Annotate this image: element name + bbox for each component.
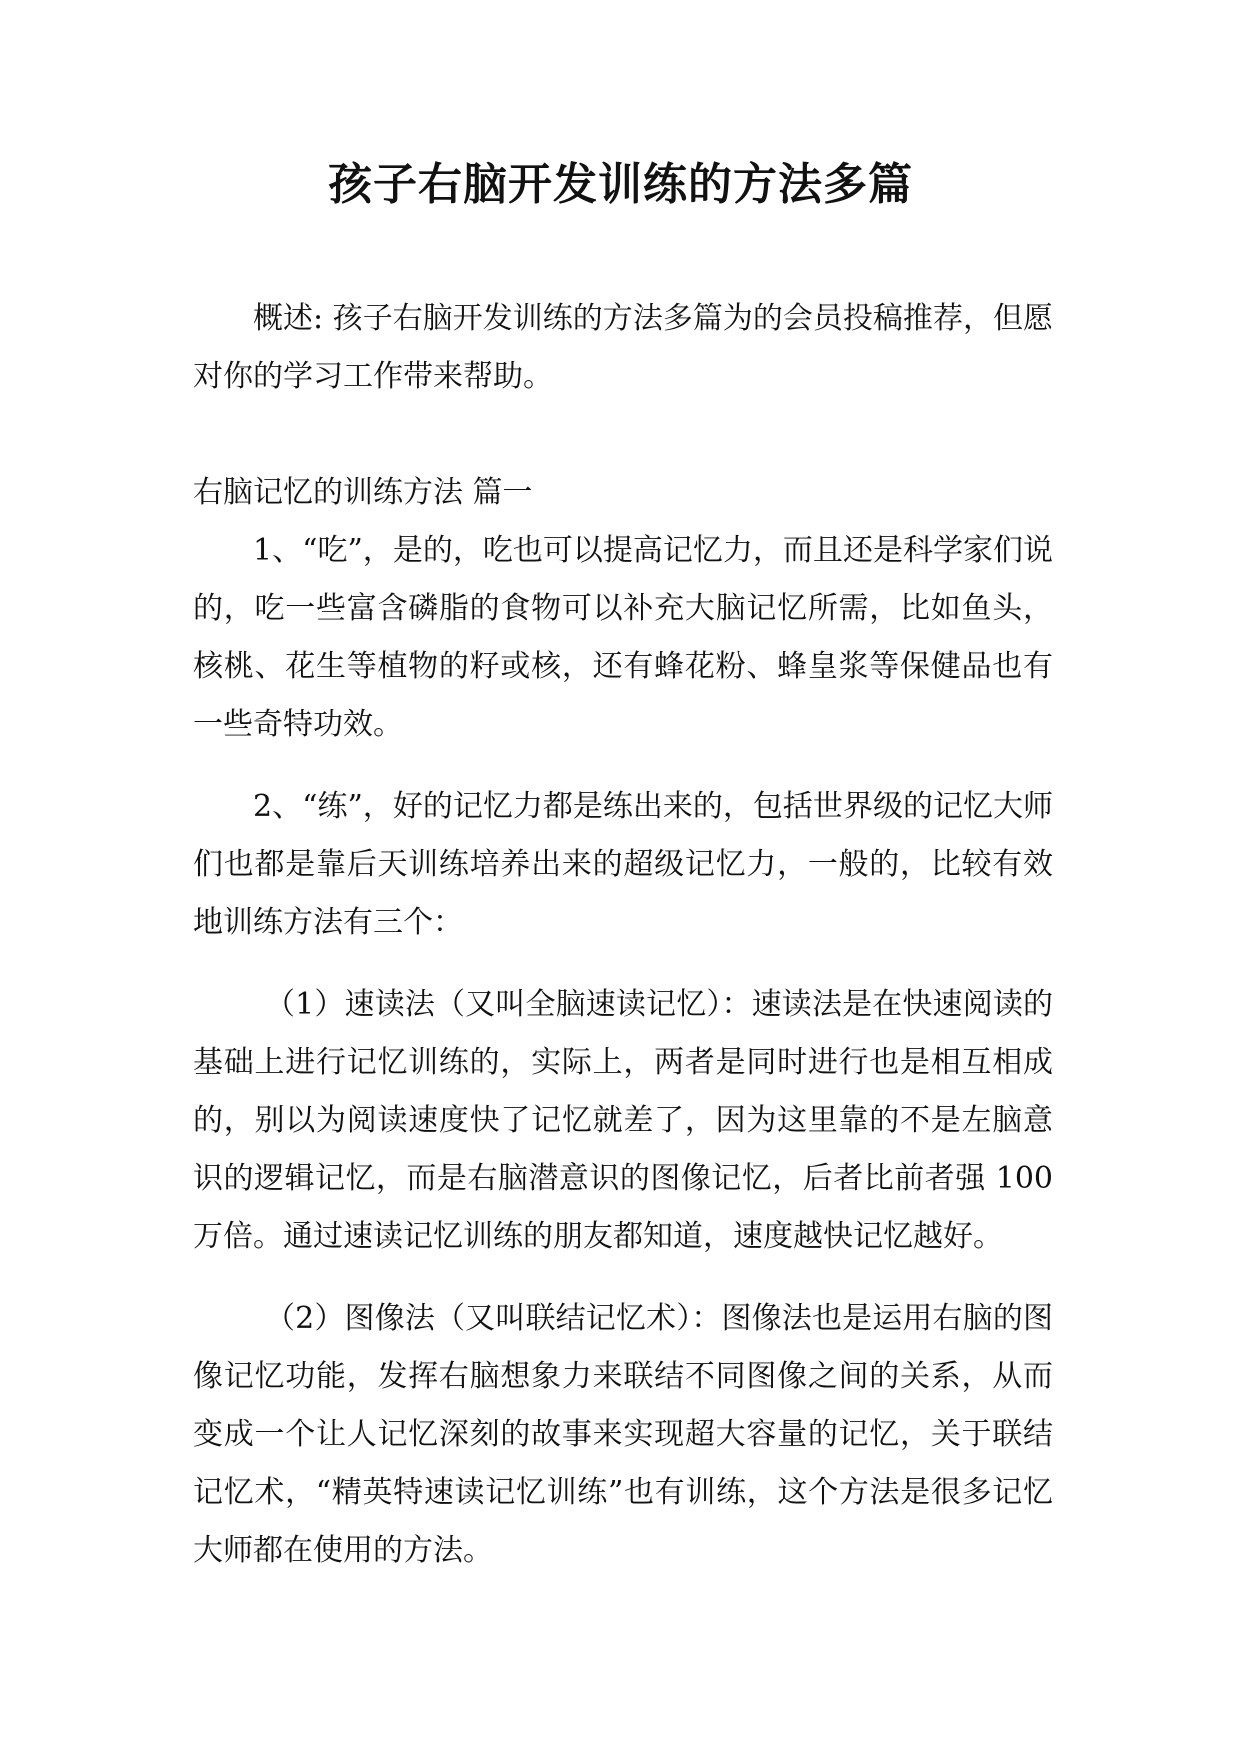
body-paragraph-1: 1、“吃”，是的，吃也可以提高记忆力，而且还是科学家们说的，吃一些富含磷脂的食物可以补充大脑记忆所需，比如鱼头，核桃、花生等植物的籽或核，还有蜂花粉、蜂皇浆等保健品也有一些奇特功效。 <box>193 533 1053 742</box>
body-paragraph-2: 2、“练”，好的记忆力都是练出来的，包括世界级的记忆大师们也都是靠后天训练培养出来的超级记忆力，一般的，比较有效地训练方法有三个： <box>193 789 1053 940</box>
document-title: 孩子右脑开发训练的方法多篇 <box>328 159 913 210</box>
body-paragraph-3: （1）速读法（又叫全脑速读记忆）：速读法是在快速阅读的基础上进行记忆训练的，实际上，两者是同时进行也是相互相成的，别以为阅读速度快了记忆就差了，因为这里靠的不是左脑意识的逻辑记忆，而是右脑潜意识的图像记忆，后者比前者强 100 万倍。通过速读记忆训练的朋友都知道，速度越快记忆越好。 <box>193 987 1053 1254</box>
document-body <box>193 290 1053 1580</box>
body-paragraph-4: （2）图像法（又叫联结记忆术）：图像法也是运用右脑的图像记忆功能，发挥右脑想象力来联结不同图像之间的关系，从而变成一个让人记忆深刻的故事来实现超大容量的记忆，关于联结记忆术，“精英特速读记忆训练”也有训练，这个方法是很多记忆大师都在使用的方法。 <box>193 1301 1053 1568</box>
summary-paragraph: 概述: 孩子右脑开发训练的方法多篇为的会员投稿推荐，但愿对你的学习工作带来帮助。 <box>193 301 1053 394</box>
section-heading: 右脑记忆的训练方法 篇一 <box>193 475 533 510</box>
